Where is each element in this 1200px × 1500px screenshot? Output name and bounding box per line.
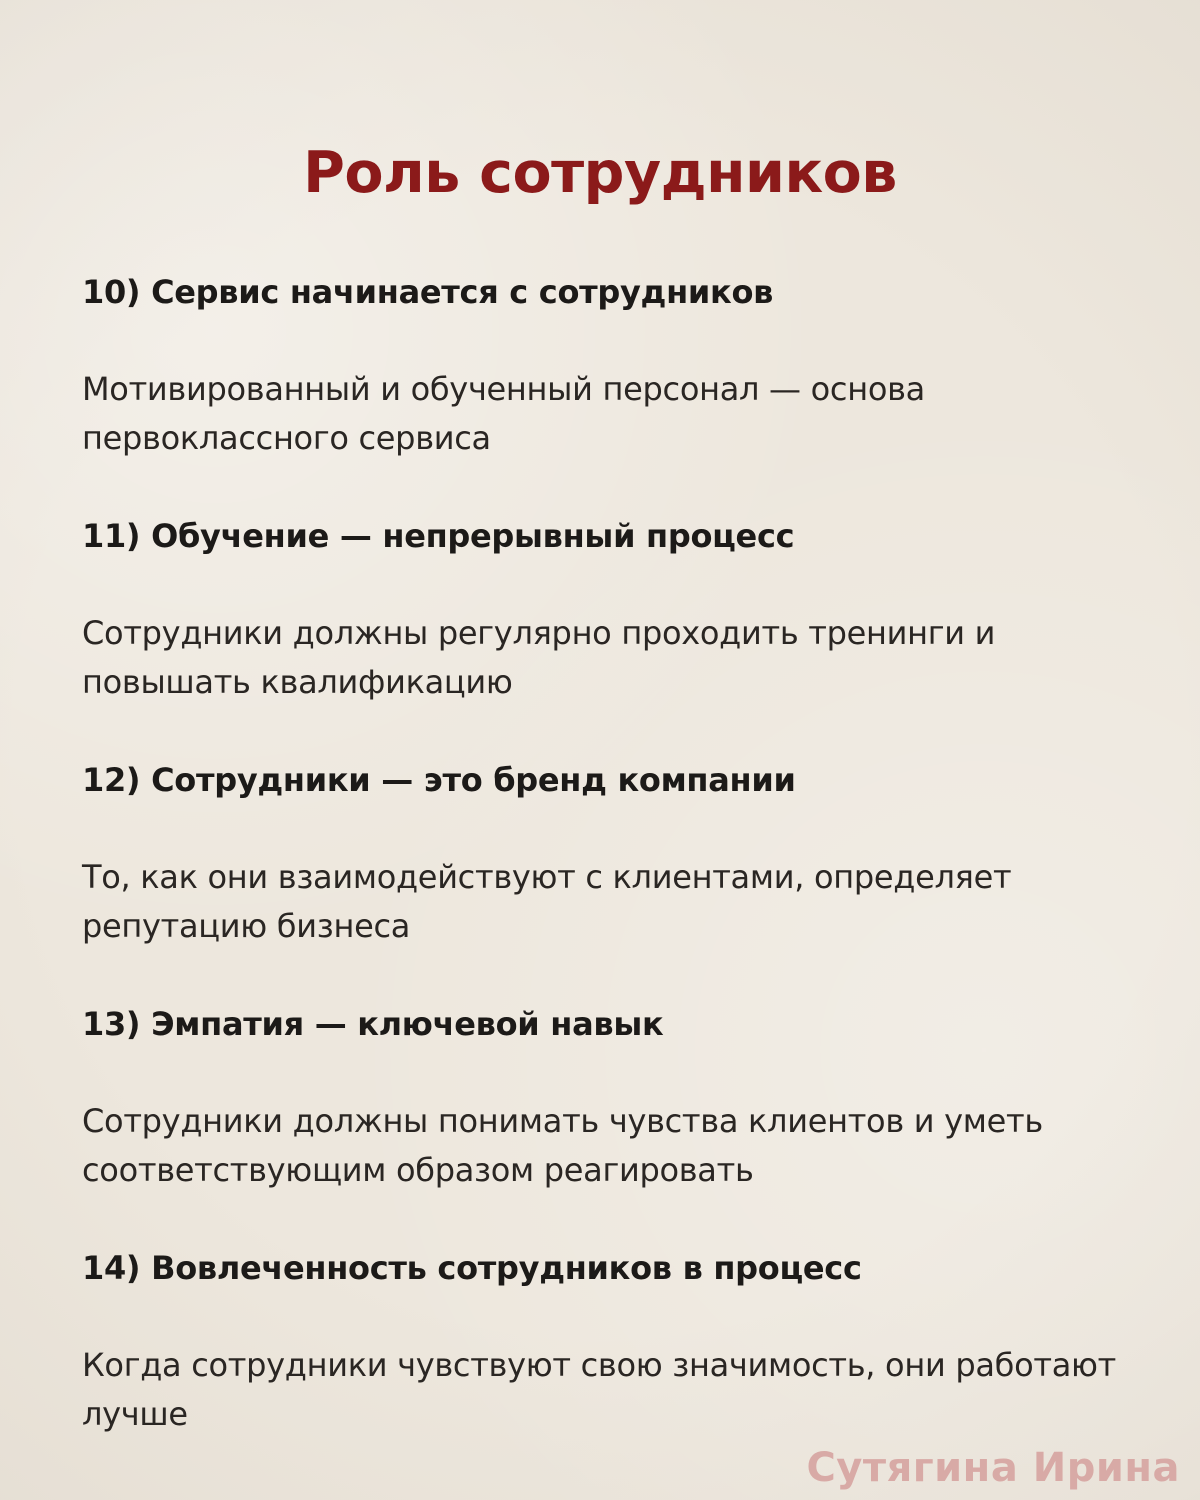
list-item <box>82 268 1122 463</box>
author-signature: Сутягина Ирина <box>806 1445 1180 1491</box>
page-title: Роль сотрудников <box>303 140 897 207</box>
list-item <box>82 756 1122 951</box>
list-item <box>82 1244 1122 1439</box>
section-heading: 13) Эмпатия — ключевой навык <box>82 1005 664 1043</box>
section-body: Сотрудники должны понимать чувства клиентов и уметь соответствующим образом реагировать <box>82 1102 1043 1189</box>
content-list <box>82 268 1122 1439</box>
section-body: Когда сотрудники чувствуют свою значимость, они работают лучше <box>82 1346 1116 1433</box>
section-body: Сотрудники должны регулярно проходить тренинги и повышать квалификацию <box>82 614 996 701</box>
list-item <box>82 512 1122 707</box>
section-heading: 12) Сотрудники — это бренд компании <box>82 761 796 799</box>
list-item <box>82 1000 1122 1195</box>
section-heading: 14) Вовлеченность сотрудников в процесс <box>82 1249 862 1287</box>
section-body: То, как они взаимодействуют с клиентами, определяет репутацию бизнеса <box>82 858 1012 945</box>
section-heading: 11) Обучение — непрерывный процесс <box>82 517 795 555</box>
section-heading: 10) Сервис начинается с сотрудников <box>82 273 774 311</box>
section-body: Мотивированный и обученный персонал — основа первоклассного сервиса <box>82 370 925 457</box>
